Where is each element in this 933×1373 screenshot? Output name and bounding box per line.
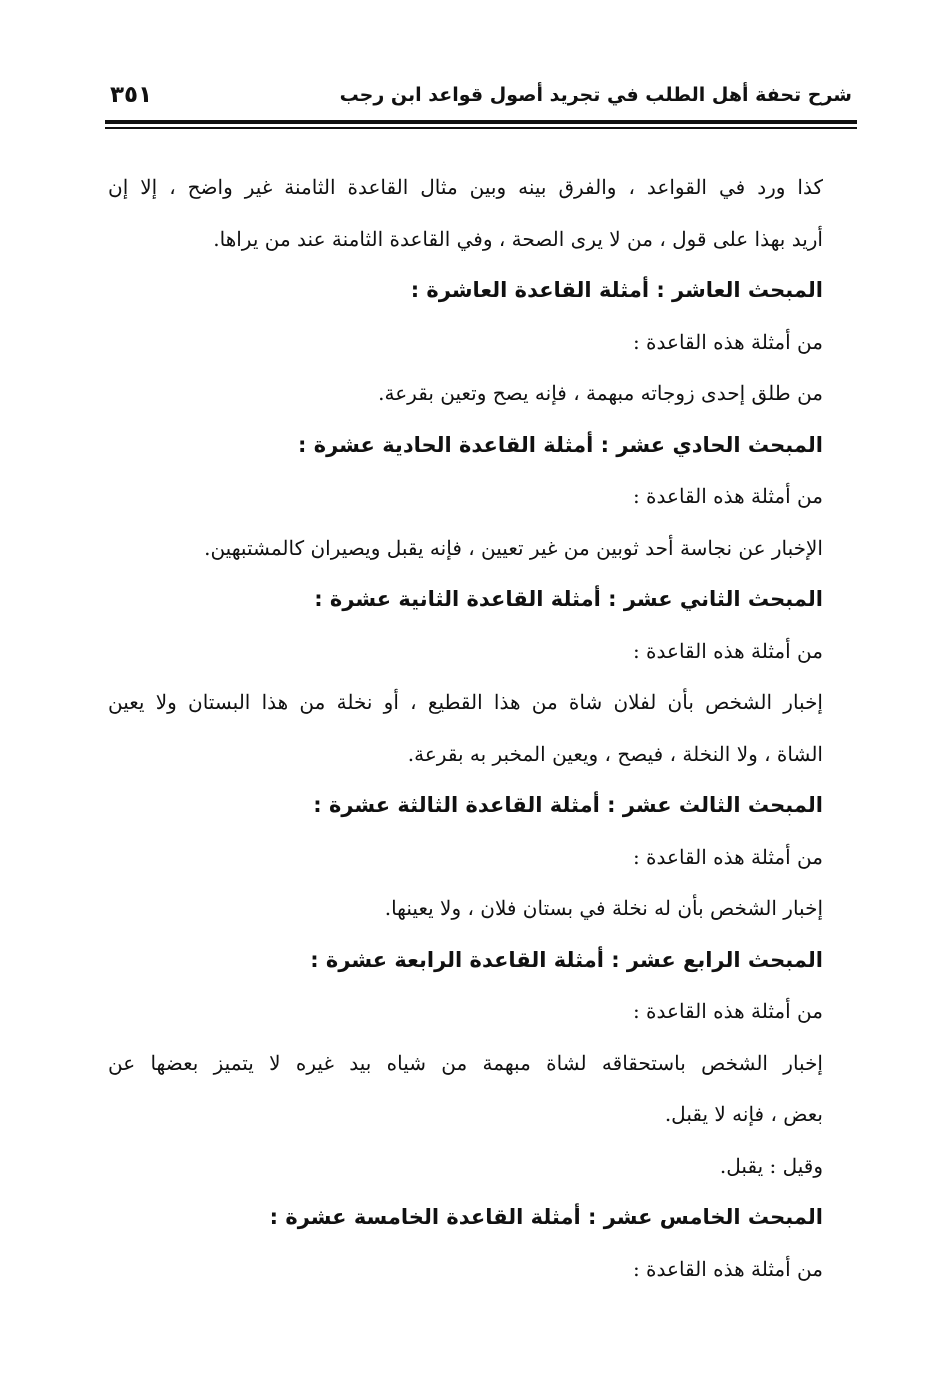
header-rule-thin [105,127,857,129]
line-11: إخبار الشخص بأن لفلان شاة من هذا القطيع ، أو نخلة من هذا البستان ولا يعين [108,690,823,714]
line-5: من طلق إحدى زوجاته مبهمة ، فإنه يصح وتعين بقرعة. [378,381,823,405]
line-18: إخبار الشخص باستحقاقه لشاة مبهمة من شياه بيد غيره لا يتميز بعضها عن [108,1050,823,1075]
page-number: ٣٥١ [110,82,153,108]
line-20: وقيل : يقبل. [719,1153,823,1178]
line-4: من أمثلة هذه القاعدة : [632,329,823,354]
line-13: المبحث الثالث عشر : أمثلة القاعدة الثالثة عشرة : [313,793,823,817]
line-15: إخبار الشخص بأن له نخلة في بستان فلان ، ولا يعينها. [384,896,823,920]
line-21: المبحث الخامس عشر : أمثلة القاعدة الخامسة عشرة : [269,1205,823,1229]
line-16: المبحث الرابع عشر : أمثلة القاعدة الرابعة عشرة : [310,947,823,972]
book-title: شرح تحفة أهل الطلب في تجريد أصول قواعد ابن رجب [339,84,852,106]
line-9: المبحث الثاني عشر : أمثلة القاعدة الثانية عشرة : [314,587,823,611]
line-8: الإخبار عن نجاسة أحد ثوبين من غير تعيين ، فإنه يقبل ويصيران كالمشتبهين. [204,535,823,560]
line-19: بعض ، فإنه لا يقبل. [664,1102,823,1126]
body-text [108,162,823,1295]
line-22: من أمثلة هذه القاعدة : [632,1256,823,1281]
line-6: المبحث الحادي عشر : أمثلة القاعدة الحادية عشرة : [298,432,823,457]
line-17: من أمثلة هذه القاعدة : [632,999,823,1023]
line-3: المبحث العاشر : أمثلة القاعدة العاشرة : [410,278,823,302]
line-10: من أمثلة هذه القاعدة : [632,638,823,663]
header-rule-thick [105,120,857,124]
line-2: أريد بهذا على قول ، من لا يرى الصحة ، وفي القاعدة الثامنة عند من يراها. [213,226,823,251]
running-header [110,82,852,118]
line-14: من أمثلة هذه القاعدة : [632,844,823,869]
line-12: الشاة ، ولا النخلة ، فيصح ، ويعين المخبر به بقرعة. [407,741,823,766]
line-1: كذا ورد في القواعد ، والفرق بينه وبين مثال القاعدة الثامنة غير واضح ، إلا إن [108,175,823,199]
line-7: من أمثلة هذه القاعدة : [632,484,823,508]
